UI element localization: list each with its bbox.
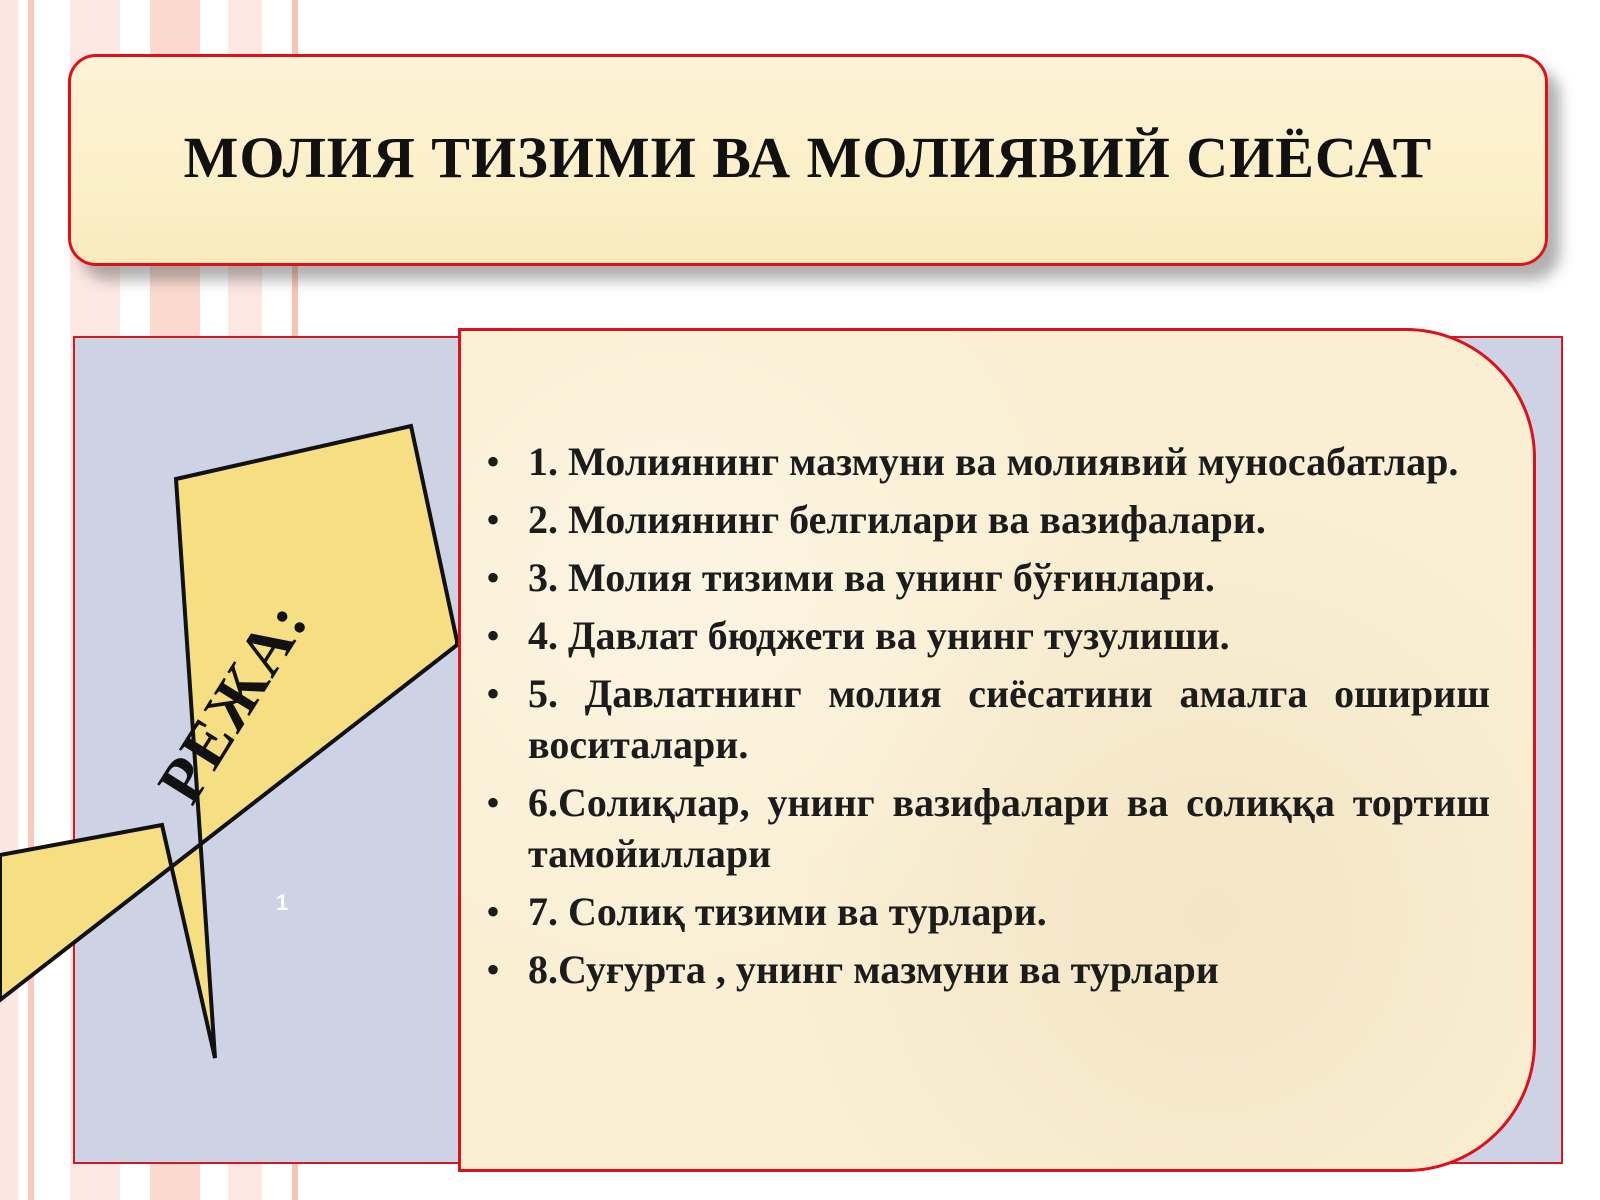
list-item — [486, 494, 1490, 545]
plan-label: РЕЖА: — [143, 588, 322, 815]
list-item-text: 7. Солиқ тизими ва турлари. — [528, 889, 1047, 934]
list-item — [486, 886, 1490, 937]
list-item — [486, 610, 1490, 661]
list-item-text: 1. Молиянинг мазмуни ва молиявий муносабатлар. — [528, 439, 1459, 484]
list-item — [486, 552, 1490, 603]
bullet-icon: • — [486, 889, 501, 934]
plan-list — [486, 436, 1490, 1002]
list-item-text: 5. Давлатнинг молия сиёсатини амалга ошириш воситалари. — [528, 671, 1490, 767]
bullet-icon: • — [486, 671, 501, 716]
list-item — [486, 944, 1490, 995]
bullet-icon: • — [486, 613, 501, 658]
list-item-text: 4. Давлат бюджети ва унинг тузулиши. — [528, 613, 1230, 658]
list-item-text: 3. Молия тизими ва унинг бўғинлари. — [528, 555, 1215, 600]
list-item-text: 6.Солиқлар, унинг вазифалари ва солиққа тортиш тамойиллари — [528, 780, 1490, 876]
bullet-icon: • — [486, 555, 501, 600]
list-item — [486, 436, 1490, 487]
bullet-icon: • — [486, 947, 501, 992]
bullet-icon: • — [486, 439, 501, 484]
list-item-text: 2. Молиянинг белгилари ва вазифалари. — [528, 497, 1266, 542]
list-item — [486, 668, 1490, 770]
list-item-text: 8.Суғурта , унинг мазмуни ва турлари — [528, 947, 1219, 992]
slide-number: 1 — [276, 890, 289, 915]
list-item — [486, 777, 1490, 879]
bullet-icon: • — [486, 497, 501, 542]
slide-title: МОЛИЯ ТИЗИМИ ВА МОЛИЯВИЙ СИЁСАТ — [183, 124, 1433, 190]
bullet-icon: • — [486, 780, 501, 825]
